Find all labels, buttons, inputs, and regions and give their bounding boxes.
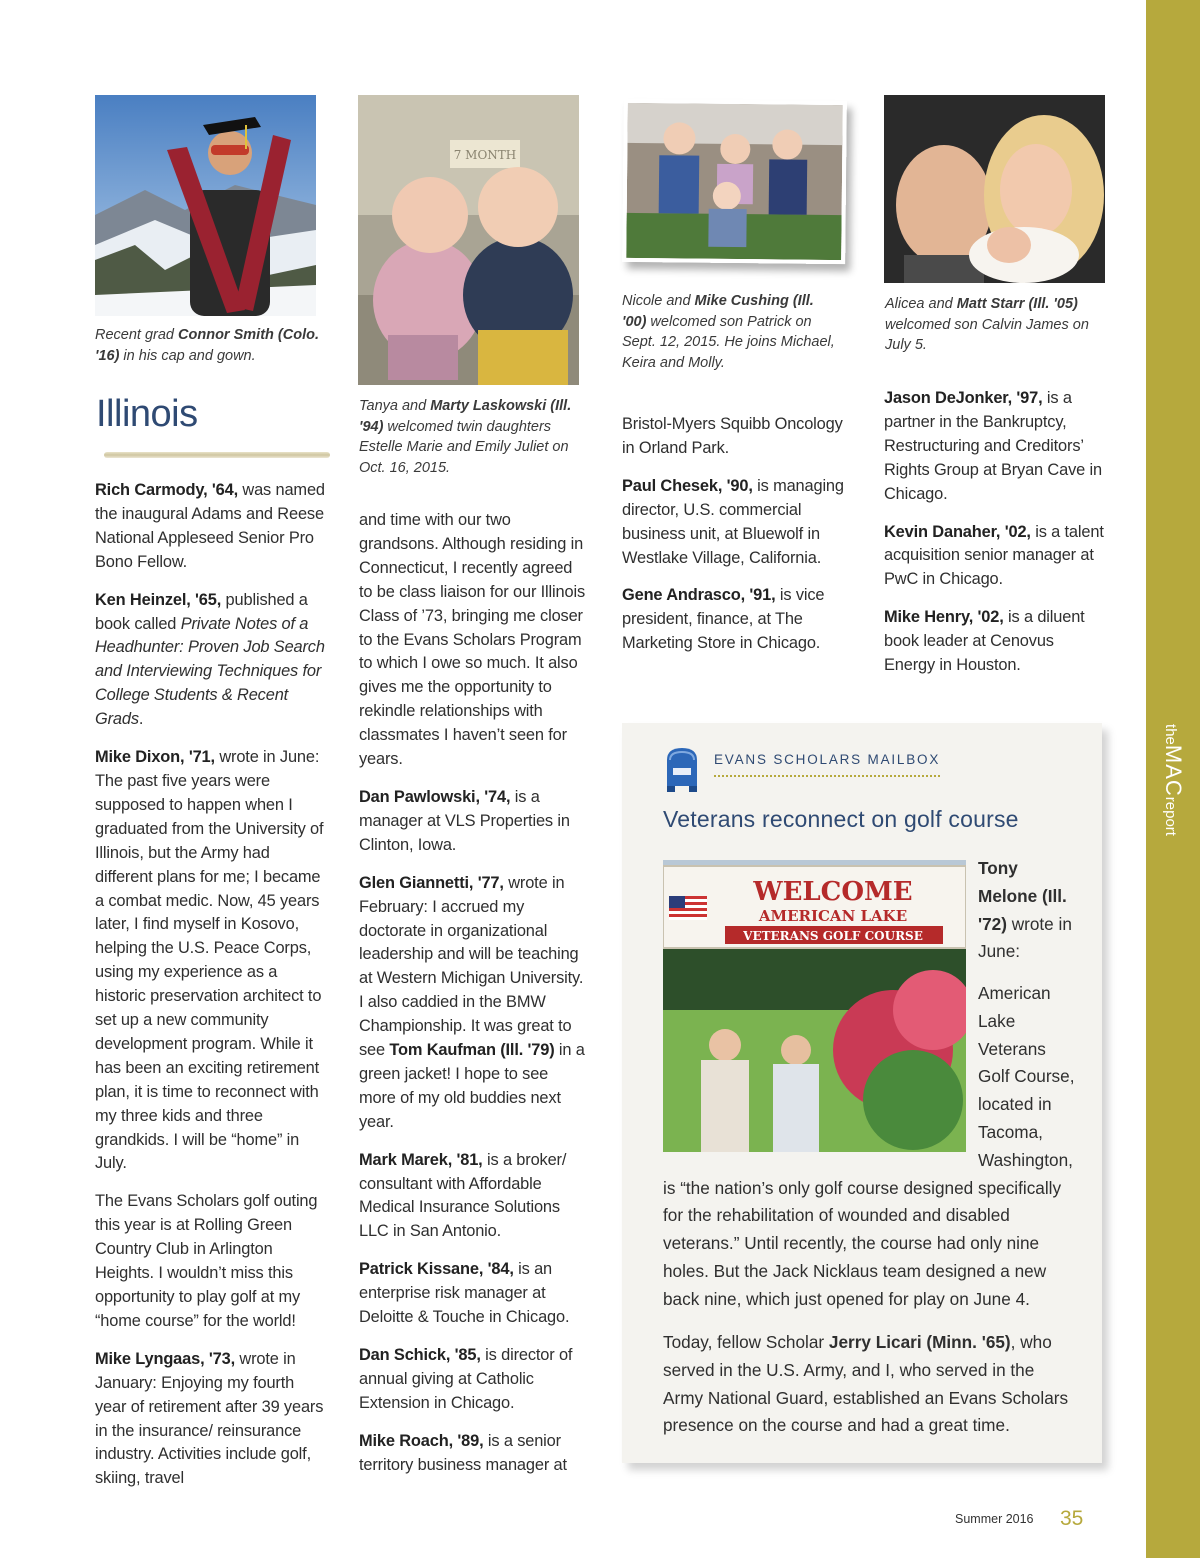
mailbox-paragraph-1-narrow: American Lake Veterans Golf Course, located in Tacoma, Washington, [978,983,1075,1170]
sign-welcome: WELCOME [753,877,913,907]
alumni-note: The Evans Scholars golf outing this year is at Rolling Green Country Club in Arlington Heights. I wouldn’t miss this opportunity to play golf at my “home course” for the world! [95,1192,318,1330]
alumni-note: Dan Schick, '85, is director of annual giving at Catholic Extension in Chicago. [359,1346,573,1412]
mailbox-paragraph-1 [663,980,1073,1314]
heading-underline [104,452,330,458]
alumni-note: Mike Henry, '02, is a diluent book leader at Cenovus Energy in Houston. [884,608,1085,675]
issue-season: Summer 2016 [955,1512,1034,1526]
alumni-note: Bristol-Myers Squibb Oncology in Orland Park. [622,415,843,457]
alumni-note: Mark Marek, '81, is a broker/ consultant with Affordable Medical Insurance Solutions LLC in San Antonio. [359,1150,567,1241]
mailbox-intro: Tony Melone (Ill. '72) wrote in June: [978,858,1072,962]
alumni-note: Patrick Kissane, '84, is an enterprise risk manager at Deloitte & Touche in Chicago. [359,1260,570,1327]
section-heading: Illinois [96,393,198,435]
alumni-note: Gene Andrasco, '91, is vice president, finance, at The Marketing Store in Chicago. [622,586,825,653]
kids-photo-caption: Nicole and Mike Cushing (Ill. '00) welcomed son Patrick on Sept. 12, 2015. He joins Michael, Keira and Molly. [622,293,835,371]
alumni-note: Mike Roach, '89, is a senior territory business manager at [359,1431,567,1474]
mailbox-label: EVANS SCHOLARS MAILBOX [714,752,941,767]
alumni-note: Mike Dixon, '71, wrote in June: The past five years were supposed to happen when I graduated from the University of Illinois, but the Army had different plans for me; I became a combat medic. Now, 45 years later, I find myself in Kosovo, helping the U.S. Peace Corps, using my experience as a historic preservation architect to set up a new community development program. While it has been an exciting retirement plan, it is time to reconnect with my three kids and three grandkids. I will be “home” in July. [95,748,324,1173]
sign-veterans-golf-course: VETERANS GOLF COURSE [743,929,923,943]
column-3 [622,413,844,670]
alumni-note: Paul Chesek, '90, is managing director, U.S. commercial business unit, at Bluewolf in Westlake Village, California. [622,476,844,567]
page-number: 35 [1060,1507,1084,1530]
alumni-note: Jason DeJonker, '97, is a partner in the Bankruptcy, Restructuring and Creditors’ Rights Group at Bryan Cave in Chicago. [884,389,1102,503]
month-sign-text: 7 MONTH [453,148,517,162]
four-children-photo [622,99,847,264]
alumni-note: Dan Pawlowski, '74, is a manager at VLS Properties in Clinton, Iowa. [359,787,570,854]
mailbox-paragraph-1-wide: is “the nation’s only golf course designed specifically for the rehabilitation of wounded and disabled veterans.” Until recently, the course had only nine holes. But the Jack Nicklaus team designed a new back nine, which just opened for play on June 4. [663,1177,1062,1309]
twins-photo-caption: Tanya and Marty Laskowski (Ill. '94) welcomed twin daughters Estelle Marie and Emily Juliet on Oct. 16, 2015. [359,398,572,476]
alumni-note: Rich Carmody, '64, was named the inaugural Adams and Reese National Appleseed Senior Pro Bono Fellow. [95,481,325,571]
sign-american-lake: AMERICAN LAKE [758,907,908,925]
alumni-note: Ken Heinzel, '65, published a book called Private Notes of a Headhunter: Proven Job Search and Interviewing Techniques for College Students & Recent Grads. [95,590,325,729]
skier-photo-caption: Recent grad Connor Smith (Colo. '16) in his cap and gown. [95,327,319,364]
alumni-note: and time with our two grandsons. Although residing in Connecticut, I recently agreed to be class liaison for our Illinois Class of ’73, bringing me closer to the Evans Scholars Program to which I owe so much. It also gives me the opportunity to rekindle relationships with classmates I haven’t seen for years. [359,511,585,769]
family-photo-caption: Alicea and Matt Starr (Ill. '05) welcomed son Calvin James on July 5. [885,296,1089,353]
mailbox-label-divider [714,775,940,777]
twin-babies-photo [358,95,579,385]
mailbox-icon [664,746,700,792]
alumni-note: Kevin Danaher, '02, is a talent acquisition senior manager at PwC in Chicago. [884,522,1104,589]
alumni-note: Glen Giannetti, '77, wrote in February: I accrued my doctorate in organizational leadership and will be teaching at Western Michigan University. I also caddied in the BMW Championship. It was great to see Tom Kaufman (Ill. '79) in a green jacket! I hope to see more of my old buddies next year. [359,873,585,1131]
column-1 [95,479,325,1505]
family-newborn-photo [884,95,1105,283]
column-2 [359,509,587,1492]
mailbox-title: Veterans reconnect on golf course [663,806,1019,832]
skier-graduate-photo [95,95,316,316]
mac-report-logo: theMACreport [1161,724,1186,836]
alumni-note: Mike Lyngaas, '73, wrote in January: Enjoying my fourth year of retirement after 39 years in the insurance/ reinsurance industry. Activities include golf, skiing, travel [95,1349,324,1488]
column-4 [884,387,1106,692]
mailbox-paragraph-2: Today, fellow Scholar Jerry Licari (Minn. '65), who served in the U.S. Army, and I, who served in the Army National Guard, established an Evans Scholars presence on the course and had a great time. [663,1332,1069,1436]
